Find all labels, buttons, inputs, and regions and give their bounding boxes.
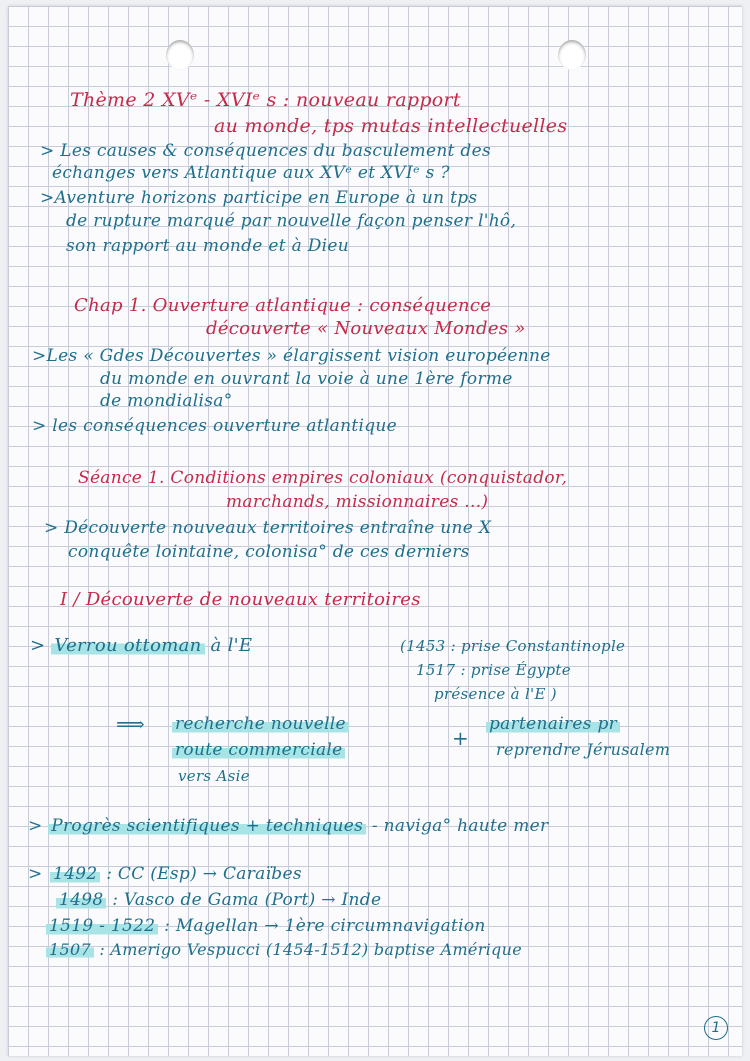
timeline-bullet: >	[28, 864, 43, 884]
verrou-rest: à l'E	[210, 635, 253, 656]
timeline-text: : Vasco de Gama (Port) → Inde	[112, 890, 382, 910]
notebook-page	[8, 6, 742, 1056]
timeline-date: 1492	[50, 864, 100, 884]
partner-line-2: reprendre Jérusalem	[496, 740, 671, 759]
bullet-marker: >	[30, 635, 46, 656]
route-line-2: route commerciale	[172, 740, 345, 760]
timeline-item	[50, 864, 302, 884]
seance-title-line-1: Séance 1. Conditions empires coloniaux (conquistador,	[78, 468, 568, 488]
verrou-highlight: Verrou ottoman	[51, 635, 204, 656]
page-number: 1	[704, 1016, 728, 1040]
seance-paragraph-line-2: conquête lointaine, colonisa° de ces derniers	[68, 542, 470, 562]
partner-line-1: partenaires pr	[486, 714, 620, 734]
timeline-date: 1507	[46, 940, 94, 959]
implication-arrow-icon: ⟹	[116, 712, 145, 736]
section-1-title: I / Découverte de nouveaux territoires	[60, 589, 421, 610]
progres-highlight: Progrès scientifiques + techniques	[48, 816, 366, 836]
punch-hole-left	[166, 40, 194, 70]
verrou-note-line-2: 1517 : prise Égypte	[416, 661, 571, 679]
chapter-title-line-2: découverte « Nouveaux Mondes »	[206, 318, 526, 339]
intro-question-2-line-3: son rapport au monde et à Dieu	[66, 236, 349, 256]
theme-title-line-2: au monde, tps mutas intellectuelles	[214, 115, 568, 137]
timeline-text: : Magellan → 1ère circumnavigation	[164, 916, 486, 936]
intro-question-1-line-2: échanges vers Atlantique aux XVᵉ et XVIᵉ s ?	[52, 163, 450, 183]
intro-question-2-line-1: >Aventure horizons participe en Europe à un tps	[40, 188, 478, 208]
chapter-paragraph-1-line-3: de mondialisa°	[100, 391, 233, 411]
progres-line: > Progrès scientifiques + techniques - naviga° haute mer	[28, 816, 549, 836]
seance-paragraph-line-1: > Découverte nouveaux territoires entraîne une X	[44, 518, 492, 538]
timeline-item	[56, 890, 381, 910]
route-line-1: recherche nouvelle	[172, 714, 349, 734]
chapter-paragraph-1-line-1: >Les « Gdes Découvertes » élargissent vision européenne	[32, 346, 551, 366]
punch-hole-right	[558, 40, 586, 70]
timeline-date: 1519 - 1522	[46, 916, 158, 936]
theme-title-line-1: Thème 2 XVᵉ - XVIᵉ s : nouveau rapport	[70, 89, 461, 111]
route-line-3: vers Asie	[178, 767, 250, 785]
chapter-title-line-1: Chap 1. Ouverture atlantique : conséquence	[74, 295, 492, 316]
verrou-line	[30, 636, 252, 656]
intro-question-2-line-2: de rupture marqué par nouvelle façon penser l'hô,	[66, 211, 517, 231]
plus-sign: +	[452, 726, 470, 750]
intro-question-1-line-1: > Les causes & conséquences du basculement des	[40, 141, 491, 161]
verrou-note-line-1: (1453 : prise Constantinople	[400, 637, 626, 655]
chapter-paragraph-1-line-2: du monde en ouvrant la voie à une 1ère forme	[100, 369, 513, 389]
timeline-text: : Amerigo Vespucci (1454-1512) baptise Amérique	[99, 940, 522, 959]
timeline-text: : CC (Esp) → Caraïbes	[106, 864, 302, 884]
seance-title-line-2: marchands, missionnaires ...)	[226, 492, 489, 512]
timeline-item	[46, 916, 486, 936]
progres-rest: - naviga° haute mer	[371, 816, 549, 836]
chapter-paragraph-2: > les conséquences ouverture atlantique	[32, 416, 398, 436]
timeline-date: 1498	[56, 890, 106, 910]
timeline-item	[46, 940, 522, 960]
verrou-note-line-3: présence à l'E )	[434, 685, 557, 703]
